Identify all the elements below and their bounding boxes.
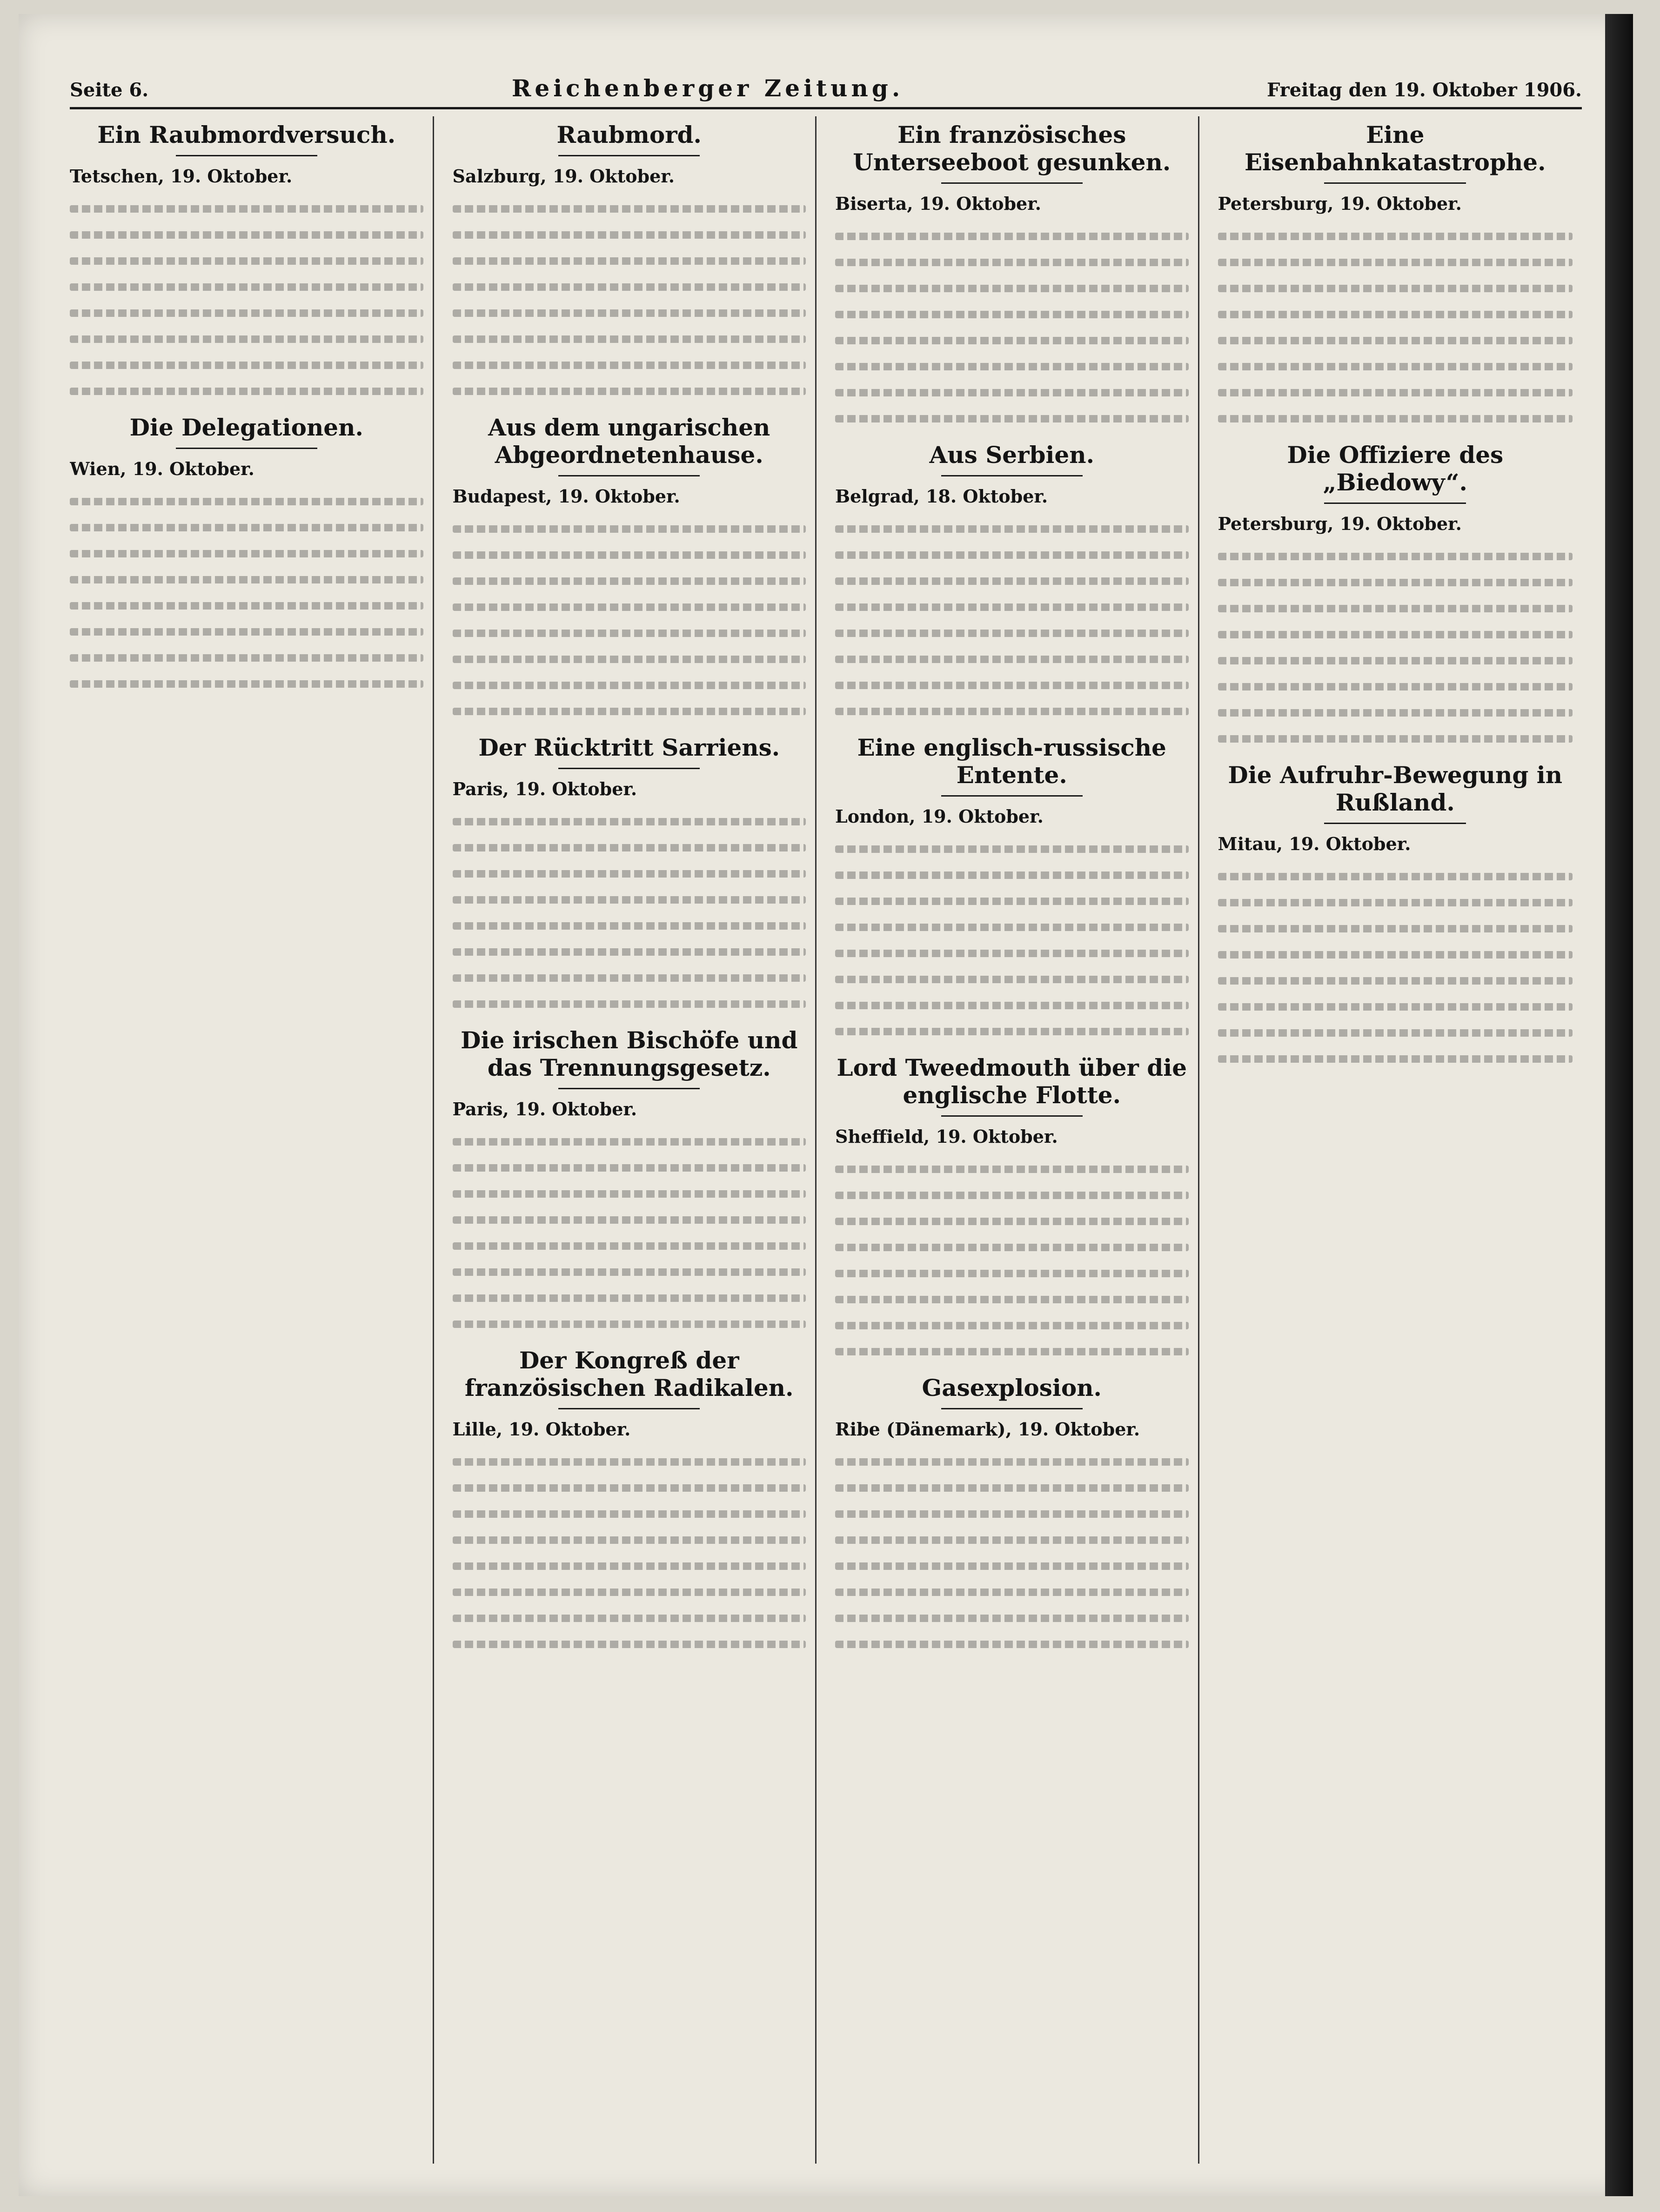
article-body-text-placeholder [453, 525, 806, 715]
page-number: Seite 6. [70, 79, 149, 101]
text-line [453, 870, 806, 878]
text-line [835, 415, 1189, 422]
text-line [453, 551, 806, 559]
text-line [453, 205, 806, 213]
text-line [453, 1242, 806, 1250]
text-line [835, 233, 1189, 240]
masthead: Reichenberger Zeitung. [511, 74, 904, 102]
text-line [453, 1190, 806, 1198]
article [453, 734, 806, 1008]
article-body-text-placeholder [835, 1166, 1189, 1355]
text-line [453, 362, 806, 369]
column-4 [1218, 116, 1582, 2164]
text-line [1218, 579, 1573, 586]
text-line [1218, 709, 1573, 717]
article-title: Ein Raubmordversuch. [97, 121, 396, 148]
text-line [70, 498, 423, 505]
text-line [1218, 873, 1573, 880]
text-line [453, 1164, 806, 1172]
text-line [453, 525, 806, 533]
text-line [453, 1589, 806, 1596]
title-rule [941, 182, 1083, 184]
article-dateline: Ribe (Dänemark), 19. Oktober. [835, 1419, 1140, 1440]
text-line [835, 1484, 1189, 1492]
article-body-text-placeholder [70, 498, 423, 688]
article-body-text-placeholder [453, 1458, 806, 1648]
text-line [453, 1320, 806, 1328]
text-line [1218, 337, 1573, 344]
text-line [453, 1294, 806, 1302]
text-line [453, 577, 806, 585]
text-line [1218, 259, 1573, 266]
article-body-text-placeholder [453, 1138, 806, 1328]
title-rule [558, 768, 700, 769]
title-rule [941, 1408, 1083, 1409]
title-rule [1324, 503, 1466, 504]
article [835, 121, 1189, 422]
article-dateline: Lille, 19. Oktober. [452, 1419, 631, 1440]
title-rule [558, 1088, 700, 1089]
text-line [1218, 233, 1573, 240]
article-dateline: Sheffield, 19. Oktober. [835, 1126, 1058, 1147]
text-line [1218, 415, 1573, 422]
text-line [1218, 363, 1573, 370]
text-line [453, 844, 806, 851]
title-rule [176, 155, 317, 156]
article-dateline: Salzburg, 19. Oktober. [452, 166, 675, 187]
title-rule [941, 475, 1083, 476]
article-dateline: Mitau, 19. Oktober. [1218, 833, 1411, 854]
text-line [1218, 657, 1573, 664]
text-line [453, 603, 806, 611]
text-line [1218, 553, 1573, 560]
article [1218, 761, 1573, 1063]
text-line [835, 363, 1189, 370]
text-line [835, 389, 1189, 396]
text-line [70, 388, 423, 395]
article-title: Aus dem ungarischen Abgeordnetenhause. [488, 414, 770, 469]
text-line [835, 1562, 1189, 1570]
text-line [453, 1268, 806, 1276]
article-title: Eine englisch-russische Entente. [857, 734, 1166, 789]
article-title: Die Offiziere des „Biedowy“. [1287, 441, 1504, 496]
text-line [453, 1562, 806, 1570]
text-line [453, 335, 806, 343]
article [835, 1374, 1189, 1648]
article-body-text-placeholder [453, 205, 806, 395]
article [835, 734, 1189, 1035]
text-line [835, 630, 1189, 637]
title-rule [176, 448, 317, 449]
text-line [835, 1322, 1189, 1329]
text-line [1218, 925, 1573, 932]
text-line [835, 285, 1189, 292]
text-line [453, 818, 806, 825]
text-line [70, 309, 423, 317]
text-line [453, 1484, 806, 1492]
article-title: Aus Serbien. [929, 441, 1094, 469]
article-dateline: Petersburg, 19. Oktober. [1218, 193, 1462, 214]
text-line [835, 1270, 1189, 1277]
text-line [453, 948, 806, 956]
text-line [453, 708, 806, 715]
title-rule [558, 1408, 700, 1409]
text-line [70, 550, 423, 557]
text-line [453, 309, 806, 317]
article-dateline: Belgrad, 18. Oktober. [835, 486, 1048, 507]
text-line [70, 205, 423, 213]
text-line [453, 656, 806, 663]
article [70, 414, 423, 688]
page-header [70, 74, 1582, 109]
text-line [835, 950, 1189, 957]
text-line [1218, 951, 1573, 959]
article-dateline: Petersburg, 19. Oktober. [1218, 513, 1462, 534]
text-line [453, 922, 806, 930]
column-2 [453, 116, 817, 2164]
text-line [1218, 1029, 1573, 1037]
article [1218, 441, 1573, 743]
text-line [835, 1166, 1189, 1173]
article [70, 121, 423, 395]
article-title: Der Rücktritt Sarriens. [478, 734, 780, 761]
text-line [453, 388, 806, 395]
text-line [453, 1458, 806, 1466]
article-body-text-placeholder [70, 205, 423, 395]
text-line [70, 680, 423, 688]
text-line [453, 682, 806, 689]
text-line [1218, 899, 1573, 906]
article-dateline: Paris, 19. Oktober. [452, 778, 637, 799]
text-line [835, 976, 1189, 983]
article-dateline: Wien, 19. Oktober. [70, 458, 254, 479]
text-line [835, 682, 1189, 689]
article-dateline: Paris, 19. Oktober. [452, 1099, 637, 1119]
column-1 [70, 116, 434, 2164]
text-line [70, 335, 423, 343]
text-line [835, 577, 1189, 585]
text-line [835, 1192, 1189, 1199]
article [835, 1054, 1189, 1355]
title-rule [558, 475, 700, 476]
article-body-text-placeholder [835, 233, 1189, 422]
text-line [835, 259, 1189, 266]
text-line [1218, 285, 1573, 292]
article-title: Gasexplosion. [922, 1374, 1102, 1401]
article-title: Raubmord. [556, 121, 702, 148]
article-title: Lord Tweedmouth über die englische Flotte. [837, 1054, 1187, 1109]
text-line [835, 845, 1189, 853]
column-3 [835, 116, 1199, 2164]
text-line [1218, 311, 1573, 318]
text-line [835, 551, 1189, 559]
text-line [835, 1589, 1189, 1596]
text-line [70, 654, 423, 662]
article [453, 1347, 806, 1648]
text-line [835, 656, 1189, 663]
text-line [453, 1615, 806, 1622]
text-line [835, 924, 1189, 931]
text-line [835, 337, 1189, 344]
text-line [835, 1458, 1189, 1466]
text-line [1218, 977, 1573, 985]
title-rule [558, 155, 700, 156]
text-line [835, 1244, 1189, 1251]
title-rule [941, 1115, 1083, 1117]
text-line [453, 1138, 806, 1146]
article-body-text-placeholder [1218, 553, 1573, 743]
text-line [835, 1641, 1189, 1648]
article-title: Ein französisches Unterseeboot gesunken. [853, 121, 1171, 176]
page-edge-shadow [1605, 14, 1633, 2196]
text-line [1218, 631, 1573, 638]
article-body-text-placeholder [1218, 233, 1573, 422]
text-line [453, 1510, 806, 1518]
text-line [835, 525, 1189, 533]
article-title: Der Kongreß der französischen Radikalen. [464, 1347, 794, 1401]
article-dateline: Biserta, 19. Oktober. [835, 193, 1041, 214]
text-line [453, 1216, 806, 1224]
article [453, 121, 806, 395]
text-line [835, 1615, 1189, 1622]
article [453, 1026, 806, 1328]
text-line [453, 630, 806, 637]
text-line [453, 896, 806, 904]
text-line [453, 1536, 806, 1544]
text-line [835, 603, 1189, 611]
article-dateline: Budapest, 19. Oktober. [452, 486, 680, 507]
text-line [835, 1296, 1189, 1303]
text-line [835, 871, 1189, 879]
text-line [70, 628, 423, 636]
article-title: Die Aufruhr-Bewegung in Rußland. [1228, 761, 1563, 816]
text-line [835, 1028, 1189, 1035]
text-line [835, 1510, 1189, 1518]
issue-date: Freitag den 19. Oktober 1906. [1266, 79, 1582, 101]
text-line [835, 708, 1189, 715]
text-line [1218, 389, 1573, 396]
article-body-text-placeholder [453, 818, 806, 1008]
article-columns [70, 116, 1582, 2164]
article-title: Eine Eisenbahnkatastrophe. [1245, 121, 1546, 176]
text-line [835, 311, 1189, 318]
text-line [453, 231, 806, 239]
title-rule [1324, 182, 1466, 184]
text-line [835, 898, 1189, 905]
text-line [453, 257, 806, 265]
text-line [1218, 1055, 1573, 1063]
article-body-text-placeholder [835, 525, 1189, 715]
text-line [1218, 683, 1573, 690]
title-rule [1324, 823, 1466, 824]
text-line [70, 257, 423, 265]
text-line [835, 1348, 1189, 1355]
article-title: Die irischen Bischöfe und das Trennungsgesetz. [461, 1026, 798, 1081]
article [835, 441, 1189, 715]
article-body-text-placeholder [835, 1458, 1189, 1648]
text-line [70, 231, 423, 239]
text-line [1218, 1003, 1573, 1011]
text-line [453, 1000, 806, 1008]
text-line [453, 1641, 806, 1648]
article-dateline: Tetschen, 19. Oktober. [70, 166, 293, 187]
article-body-text-placeholder [835, 845, 1189, 1035]
text-line [70, 362, 423, 369]
text-line [453, 974, 806, 982]
article-title: Die Delegationen. [129, 414, 363, 441]
title-rule [941, 795, 1083, 797]
text-line [1218, 735, 1573, 743]
article [453, 414, 806, 715]
article-body-text-placeholder [1218, 873, 1573, 1063]
text-line [70, 283, 423, 291]
text-line [1218, 605, 1573, 612]
article [1218, 121, 1573, 422]
text-line [453, 283, 806, 291]
text-line [70, 602, 423, 610]
text-line [70, 524, 423, 531]
article-dateline: London, 19. Oktober. [835, 806, 1044, 827]
text-line [835, 1002, 1189, 1009]
text-line [835, 1536, 1189, 1544]
text-line [835, 1218, 1189, 1225]
text-line [70, 576, 423, 583]
